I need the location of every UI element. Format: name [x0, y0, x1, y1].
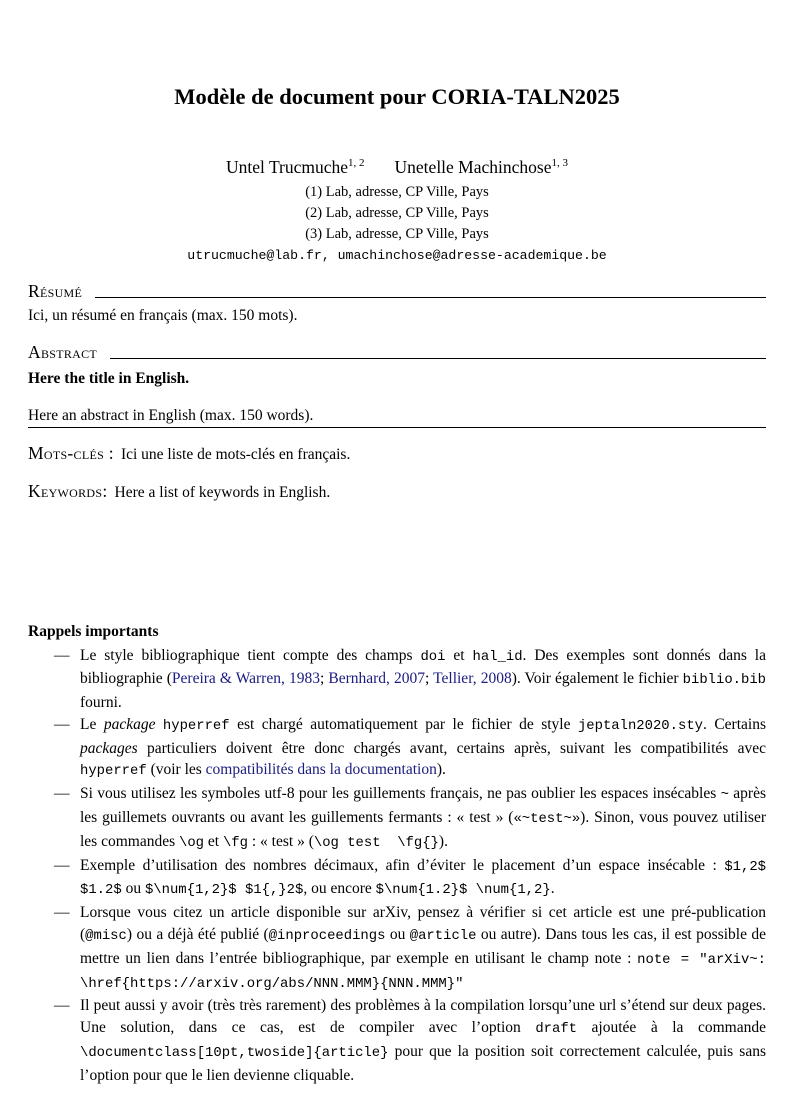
text-run: Le: [80, 715, 104, 733]
text-run: et: [204, 832, 223, 850]
citation-tellier-2008[interactable]: Tellier, 2008: [433, 670, 512, 688]
text-run: ). Voir également le fichier: [511, 670, 683, 688]
text-run: . Des exemples sont donnés dans la bibliographie (: [80, 646, 766, 688]
inline-code: \og: [179, 834, 205, 851]
abstract-label: Abstract: [28, 342, 98, 362]
affiliation-line-3: (3) Lab, adresse, CP Ville, Pays: [305, 226, 489, 242]
item-dash-bullet: —: [54, 646, 70, 664]
item-dash-bullet: —: [54, 997, 70, 1015]
inline-code: biblio.bib: [682, 672, 767, 689]
text-run: [155, 716, 162, 733]
mots-cles-line: [28, 443, 766, 465]
keywords-line: [28, 481, 766, 503]
text-run: : « test » (: [247, 832, 314, 850]
text-run: Il peut aussi y avoir (très très rarement) des problèmes à la compilation lorsqu’une url s’étend sur deux pages. Une solution, dans ce cas, est de compiler avec l’option: [80, 997, 766, 1037]
item-text: [80, 857, 774, 898]
rappel-item: [28, 902, 775, 995]
resume-section-header: [28, 281, 766, 301]
rappel-item: [28, 783, 766, 854]
item-dash-bullet: —: [54, 785, 70, 803]
affiliation-line-2: (2) Lab, adresse, CP Ville, Pays: [305, 205, 489, 221]
author-2-affil-sup: 1, 3: [551, 157, 568, 170]
text-run: ;: [425, 670, 434, 688]
citation-pereira-warren-1983[interactable]: Pereira & Warren, 1983: [171, 670, 320, 688]
author-2-name: Unetelle Machinchose: [394, 157, 552, 177]
text-run: (voir les: [146, 761, 206, 779]
inline-code: draft: [535, 1021, 577, 1038]
text-run: ).: [436, 761, 446, 779]
author-emails: utrucmuche@lab.fr, umachinchose@adresse-academique.be: [187, 248, 607, 263]
item-text: [80, 997, 766, 1083]
rappel-item: [28, 995, 766, 1086]
item-dash-bullet: —: [54, 715, 70, 733]
text-run: ).: [438, 832, 448, 850]
inline-code: $1,2$ $1.2$: [80, 858, 775, 899]
resume-label: Résumé: [28, 281, 83, 301]
text-run: , ou encore: [303, 880, 376, 898]
item-dash-bullet: —: [54, 904, 70, 922]
mots-cles-label: Mots-clés :: [28, 443, 114, 463]
author-1: [226, 157, 365, 177]
item-text: [80, 785, 766, 850]
text-run: Le style bibliographique tient compte des champs: [80, 646, 421, 664]
abstract-english-title: Here the title in English.: [28, 370, 190, 387]
inline-code: \og test \fg{}: [313, 834, 439, 851]
text-run: ;: [319, 670, 329, 688]
item-text: [80, 647, 766, 712]
author-1-name: Untel Trucmuche: [226, 157, 349, 177]
text-run: ) ou a déjà été publié (: [126, 926, 269, 944]
inline-code: jeptaln2020.sty: [577, 717, 703, 734]
text-run: particuliers doivent être donc chargés avant, certains après, suivant les compatibilités avec: [137, 739, 766, 757]
text-run: ou autre). Dans tous les cas, il est possible de mettre un lien dans l’entrée bibliographique, par exemple en utilisant le champ note :: [80, 926, 767, 967]
inline-code: note = "arXiv~: \href{https://arxiv.org/abs/NNN.MMM}{NNN.MMM}": [80, 951, 775, 992]
text-run: package: [103, 715, 156, 733]
resume-text: Ici, un résumé en français (max. 150 mots).: [28, 307, 298, 324]
text-run: ajoutée à la commande: [577, 1019, 766, 1037]
rappel-item: [28, 855, 775, 903]
author-2: [395, 157, 568, 177]
rappels-heading: Rappels importants: [28, 622, 159, 640]
affiliation-line-1: (1) Lab, adresse, CP Ville, Pays: [305, 184, 489, 200]
paper-title: Modèle de document pour CORIA-TALN2025: [174, 84, 620, 109]
text-run: fourni.: [80, 694, 122, 712]
rappel-item: [28, 645, 766, 714]
text-run: Lorsque vous citez un article disponible sur arXiv, pensez à vérifier si cet article est une pré-publication (: [80, 904, 766, 944]
abstract-text: Here an abstract in English (max. 150 words).: [28, 405, 766, 428]
text-run: ou: [385, 926, 410, 944]
item-text: [80, 904, 774, 990]
inline-code: «~test~»: [513, 811, 581, 828]
keywords-label: Keywords:: [28, 480, 108, 501]
inline-code: $\num{1.2}$ \num{1,2}: [375, 882, 551, 899]
text-run: .: [550, 880, 555, 898]
text-run: ). Sinon, vous pouvez utiliser les commandes: [80, 809, 766, 850]
text-run: Exemple d’utilisation des nombres décimaux, afin d’éviter le placement d’un espace insécable :: [80, 856, 725, 874]
inline-code: \fg: [222, 834, 248, 851]
author-1-affil-sup: 1, 2: [348, 157, 365, 170]
abstract-section-header: [28, 342, 766, 362]
item-text: [80, 716, 766, 779]
resume-rule: [95, 297, 766, 298]
inline-code: hyperref: [162, 717, 230, 734]
rappels-list: [28, 645, 775, 1087]
inline-code: $\num{1,2}$ $1{,}2$: [144, 882, 304, 899]
hyperref-compatibilites-doc-link[interactable]: compatibilités dans la documentation: [205, 761, 437, 779]
text-run: ou: [121, 880, 145, 898]
affiliations-block: [28, 182, 766, 245]
item-dash-bullet: —: [54, 856, 70, 874]
text-run: pour que la position soit correctement calculée, puis sans l’option pour que le lien devienne cliquable.: [80, 1043, 766, 1084]
abstract-rule: [110, 358, 766, 359]
text-run: . Certains: [703, 715, 766, 733]
inline-code: @misc: [85, 928, 127, 945]
mots-cles-text: Ici une liste de mots-clés en français.: [120, 446, 351, 463]
inline-code: @article: [409, 928, 477, 945]
keywords-text: Here a list of keywords in English.: [114, 483, 331, 501]
text-run: est chargé automatiquement par le fichier de style: [229, 715, 578, 733]
inline-code: hal_id: [472, 648, 523, 665]
text-run: Si vous utilisez les symboles utf-8 pour les guillements français, ne pas oublier les espaces insécables: [80, 785, 721, 803]
inline-code: doi: [420, 648, 446, 665]
inline-code: ~: [720, 787, 729, 804]
author-line: [28, 156, 766, 178]
inline-code: hyperref: [80, 763, 147, 780]
text-run: packages: [80, 739, 138, 757]
text-run: après les guillemets ouvrants ou avant les guillements fermants : « test » (: [80, 785, 767, 827]
rappel-item: [28, 714, 766, 783]
inline-code: @inproceedings: [268, 928, 386, 945]
text-run: et: [445, 646, 473, 664]
citation-bernhard-2007[interactable]: Bernhard, 2007: [328, 670, 425, 688]
inline-code: \documentclass[10pt,twoside]{article}: [80, 1045, 389, 1062]
